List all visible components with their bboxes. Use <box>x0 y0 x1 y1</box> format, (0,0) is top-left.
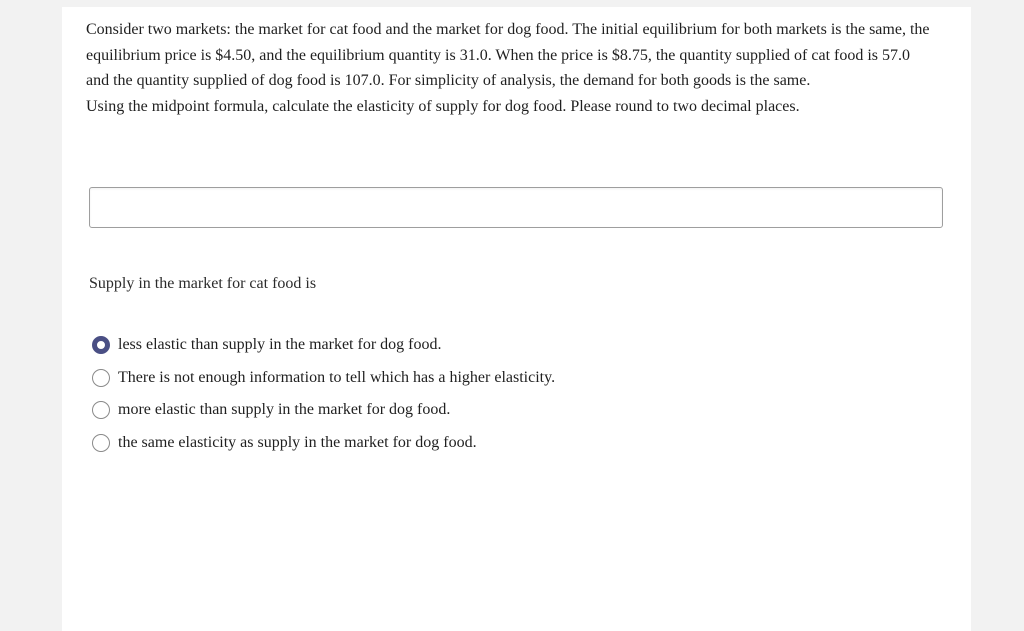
option-label: less elastic than supply in the market for dog food. <box>118 336 442 354</box>
radio-button[interactable] <box>92 369 110 387</box>
radio-button-selected[interactable] <box>92 336 110 354</box>
question-instruction: Using the midpoint formula, calculate the elasticity of supply for dog food. Please round to two decimal places. <box>86 97 800 115</box>
question-paragraph: Consider two markets: the market for cat food and the market for dog food. The initial equilibrium for both markets is the same, the equilibrium price is $4.50, and the equilibrium quantity is 31.0. When the price is $8.75, the quantity supplied of cat food is 57.0 and the quantity supplied of dog food is 107.0. For simplicity of analysis, the demand for both goods is the same. <box>86 21 930 89</box>
option-label: the same elasticity as supply in the market for dog food. <box>118 433 477 451</box>
question-text <box>86 17 936 119</box>
option-same-elasticity[interactable] <box>92 427 555 460</box>
radio-button[interactable] <box>92 401 110 419</box>
elasticity-answer-input[interactable] <box>89 187 943 228</box>
sub-question-text: Supply in the market for cat food is <box>89 275 317 292</box>
option-less-elastic[interactable] <box>92 329 555 362</box>
radio-button[interactable] <box>92 434 110 452</box>
option-not-enough-info[interactable] <box>92 362 555 395</box>
answer-options <box>92 329 555 459</box>
question-card <box>62 7 971 631</box>
option-label: more elastic than supply in the market for dog food. <box>118 401 451 419</box>
option-label: There is not enough information to tell which has a higher elasticity. <box>118 368 556 386</box>
option-more-elastic[interactable] <box>92 394 555 427</box>
